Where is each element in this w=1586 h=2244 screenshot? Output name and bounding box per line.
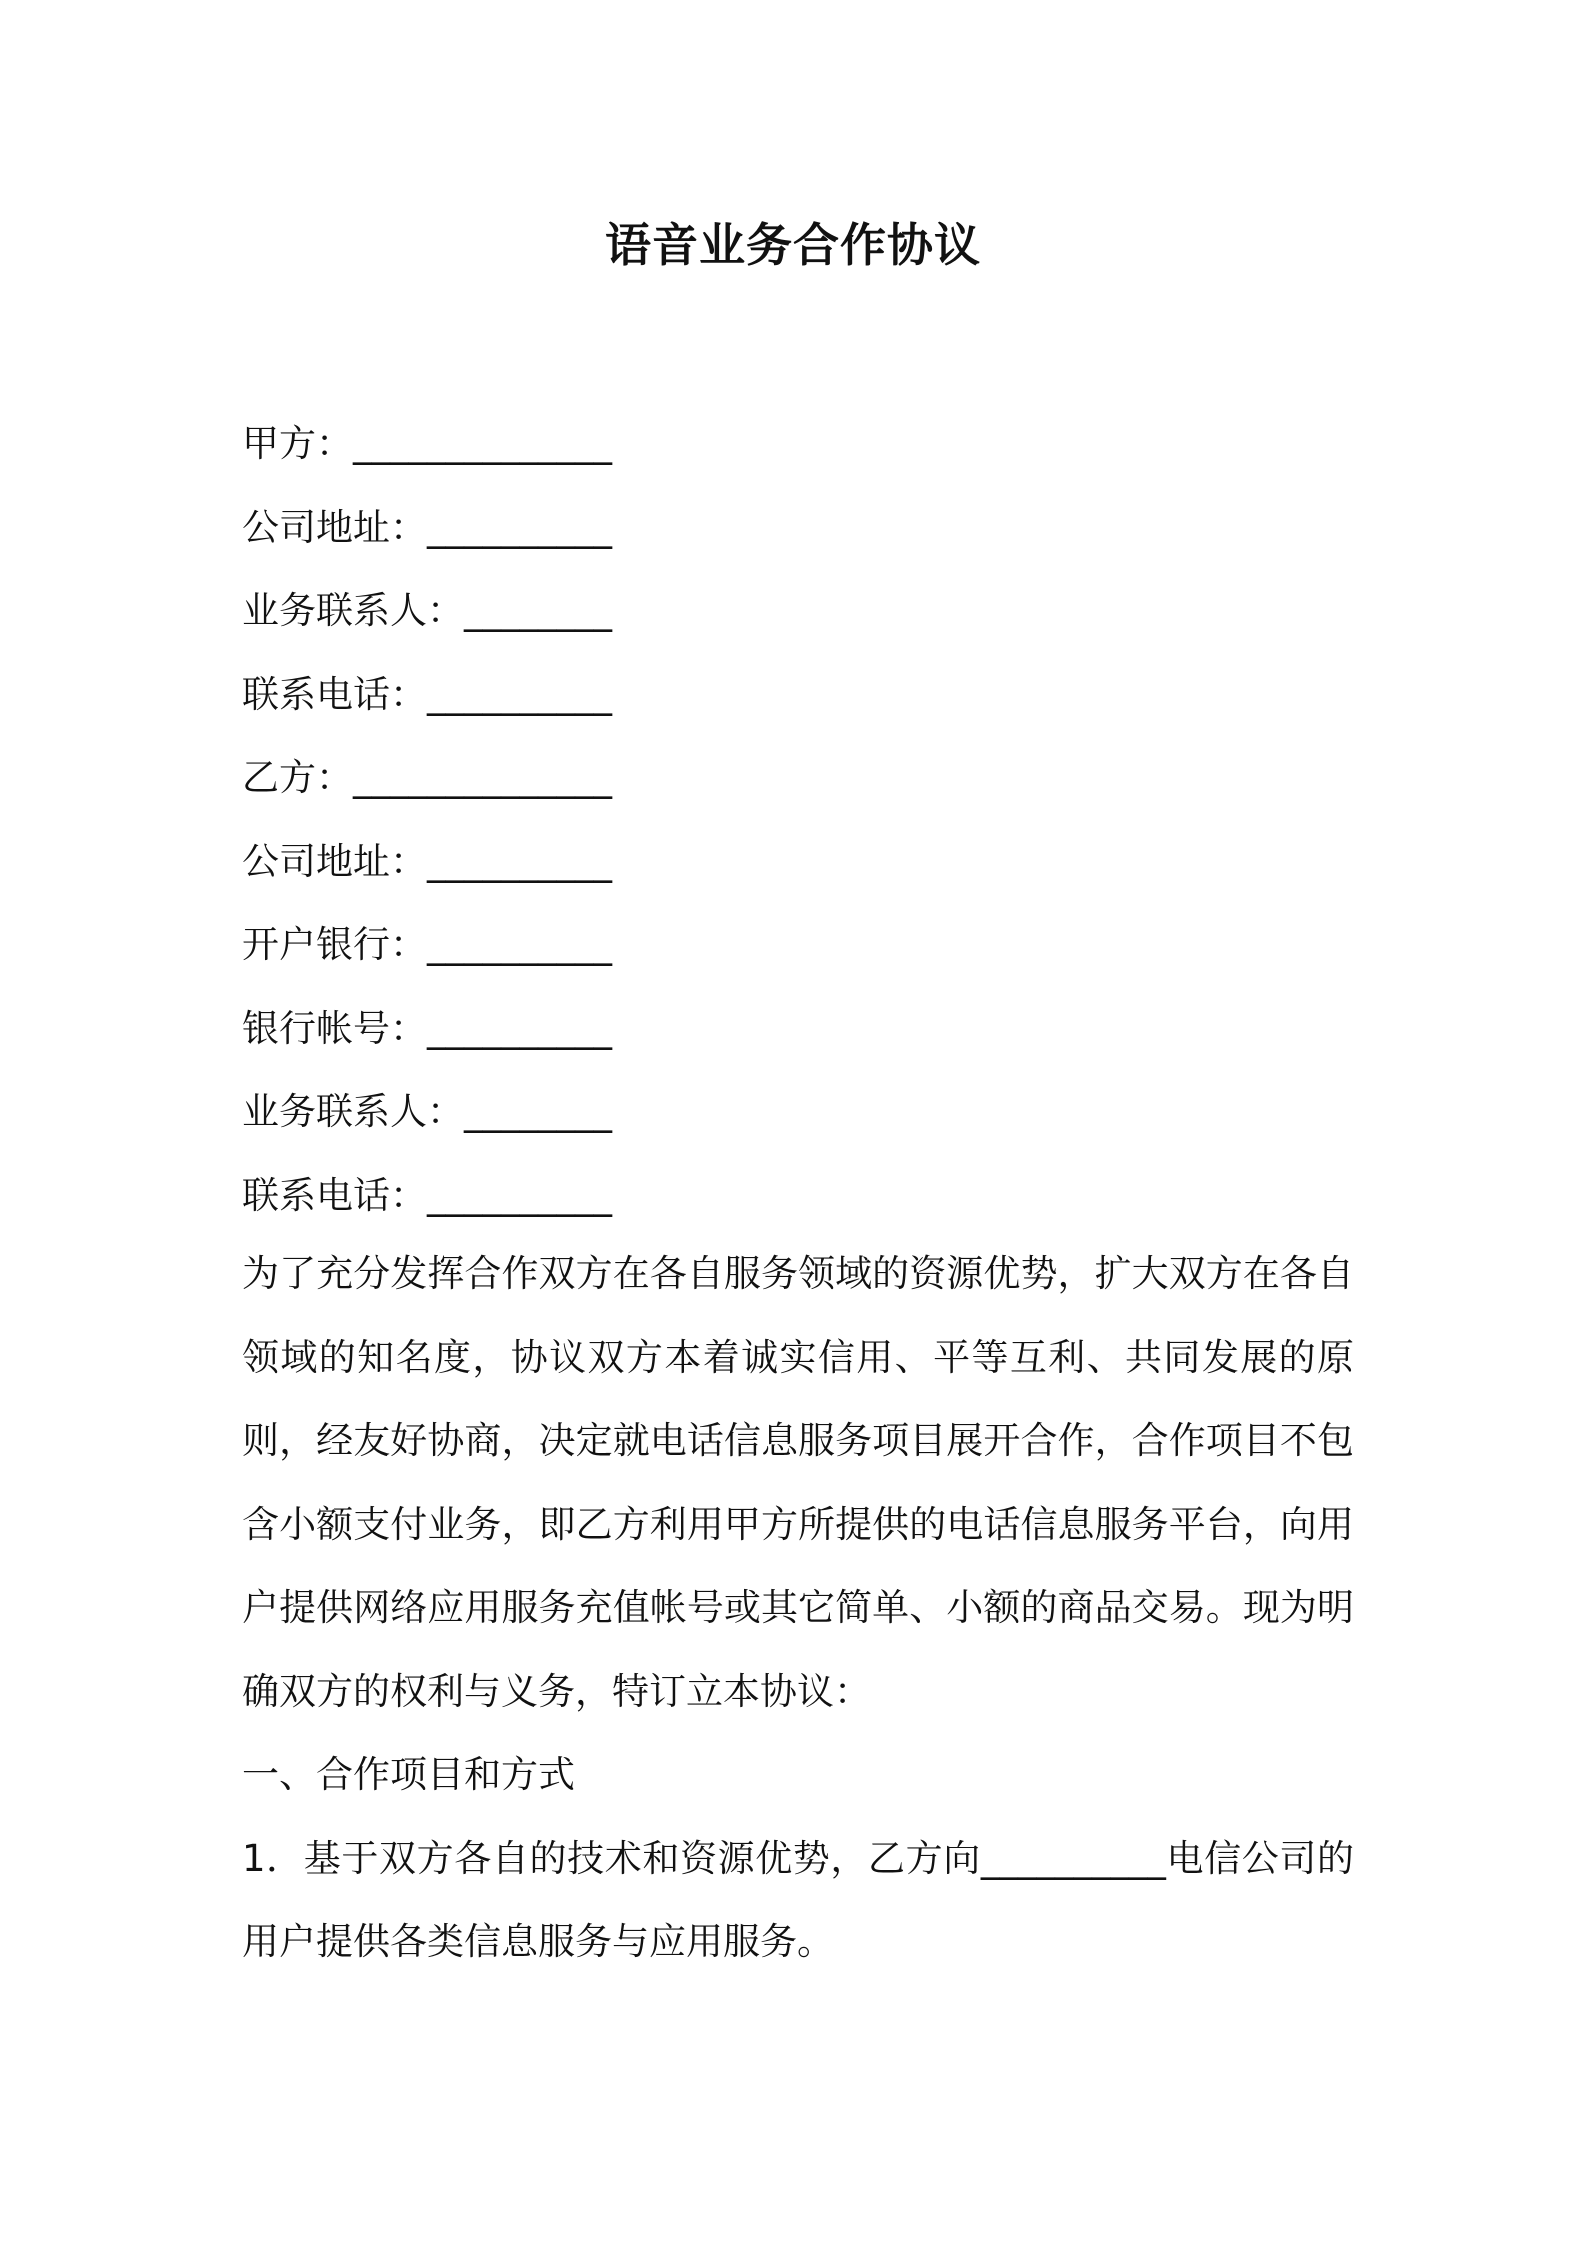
field-party-a-address — [242, 486, 1362, 570]
field-party-b — [242, 736, 1362, 820]
fill-in-blank: ________ — [464, 1090, 612, 1133]
field-party-b-bank — [242, 903, 1362, 987]
field-label: 乙方： — [242, 756, 353, 799]
field-label: 公司地址： — [242, 505, 427, 549]
fill-in-blank: ______________ — [353, 756, 612, 799]
section-heading: 一、合作项目和方式 — [242, 1753, 575, 1796]
field-label: 甲方： — [242, 422, 353, 465]
party-info-fields — [242, 402, 1362, 1237]
field-party-b-phone — [242, 1154, 1362, 1238]
field-label: 银行帐号： — [242, 1006, 427, 1050]
field-party-a-phone — [242, 653, 1362, 737]
field-label: 业务联系人： — [242, 1090, 464, 1133]
field-party-a — [242, 402, 1362, 486]
field-party-a-contact — [242, 569, 1362, 653]
field-label: 开户银行： — [242, 923, 427, 966]
fill-in-blank: __________ — [427, 672, 612, 716]
fill-in-blank: __________ — [427, 1173, 612, 1217]
fill-in-blank: __________ — [427, 923, 612, 966]
fill-in-blank: __________ — [427, 839, 612, 883]
field-party-b-account — [242, 987, 1362, 1071]
clause-paragraph: 1．基于双方各自的技术和资源优势，乙方向__________电信公司的用户提供各类信息服务与应用服务。 — [242, 1836, 1354, 1963]
fill-in-blank: __________ — [427, 1006, 612, 1050]
fill-in-blank: ________ — [464, 589, 612, 632]
document-title: 语音业务合作协议 — [605, 218, 981, 272]
intro-paragraph: 为了充分发挥合作双方在各自服务领域的资源优势，扩大双方在各自领域的知名度，协议双方本着诚实信用、平等互利、共同发展的原则，经友好协商，决定就电话信息服务项目展开合作，合作项目不包含小额支付业务，即乙方利用甲方所提供的电话信息服务平台，向用户提供网络应用服务充值帐号或其它简单、小额的商品交易。现为明确双方的权利与义务，特订立本协议： — [242, 1252, 1354, 1713]
fill-in-blank: ______________ — [353, 422, 612, 465]
field-label: 联系电话： — [242, 672, 427, 716]
agreement-body — [242, 1232, 1354, 1984]
fill-in-blank: __________ — [427, 505, 612, 549]
field-label: 公司地址： — [242, 839, 427, 883]
field-label: 联系电话： — [242, 1173, 427, 1217]
field-party-b-address — [242, 820, 1362, 904]
field-party-b-contact — [242, 1070, 1362, 1154]
field-label: 业务联系人： — [242, 589, 464, 632]
